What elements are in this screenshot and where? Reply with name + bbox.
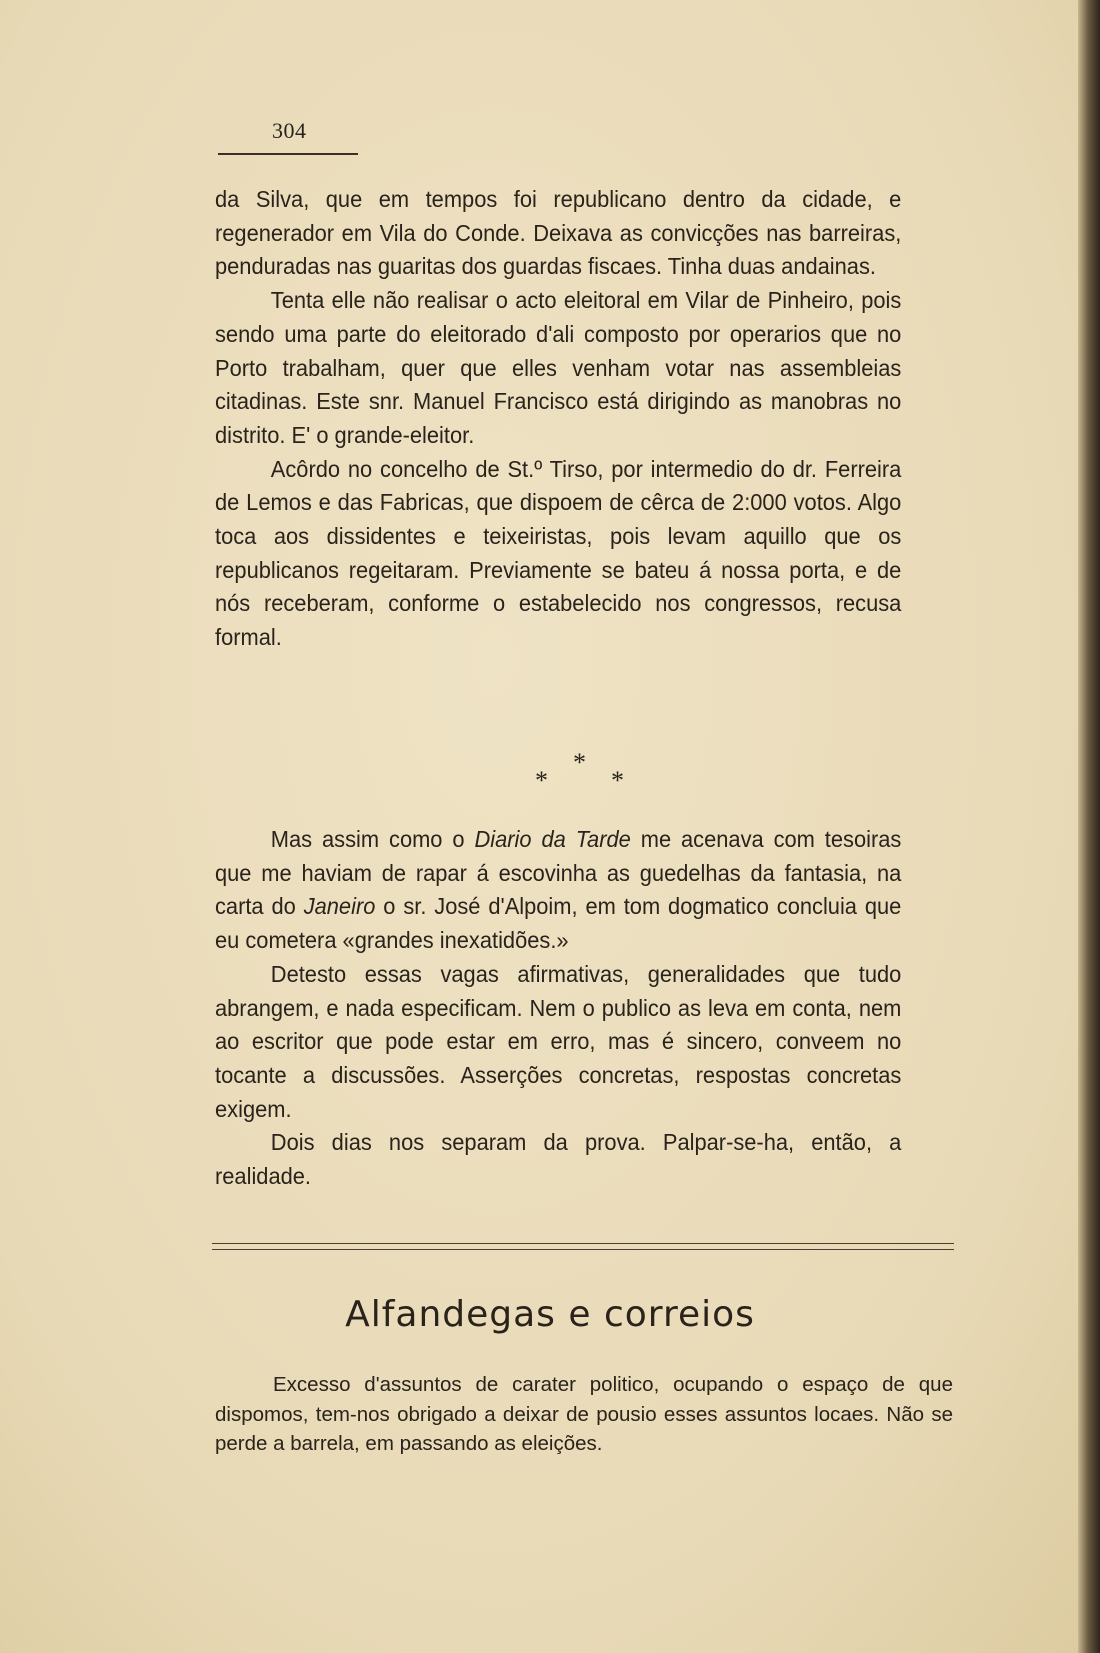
page-number: 304 (272, 118, 307, 143)
paragraph-3: Acôrdo no concelho de St.º Tirso, por intermedio do dr. Ferreira de Lemos e das Fabricas, que dispoem de cêrca de 2:000 votos. Algo toca aos dissidentes e teixeiristas, pois levam aquillo que os republicanos regeitaram. Previamente se bateu á nossa porta, e de nós receberam, conforme o estabelecido nos congressos, recusa formal. (215, 455, 902, 651)
section-1-text (215, 183, 901, 655)
section-note (215, 1370, 953, 1459)
section-divider-rule (212, 1243, 954, 1250)
paragraph-5: Detesto essas vagas afirmativas, generalidades que tudo abrangem, e nada especificam. Nem o publico as leva em conta, nem ao escritor que pode estar em erro, mas é sincero, conveem no tocante a discussões. Asserções concretas, respostas concretas exigem. (215, 960, 902, 1122)
asterism-star-right: * (611, 766, 624, 795)
paragraph-1: da Silva, que em tempos foi republicano dentro da cidade, e regenerador em Vila do Conde. Deixava as convicções nas barreiras, penduradas nas guaritas dos guardas fiscaes. Tinha duas andainas. (215, 186, 902, 280)
p4-italic-janeiro: Janeiro (303, 893, 376, 920)
p4-text-a: Mas assim como o (270, 826, 475, 852)
paragraph-6: Dois dias nos separam da prova. Palpar-se-ha, então, a realidade. (215, 1129, 902, 1190)
section-heading: Alfandegas e correios (345, 1294, 755, 1335)
p4-text-b: me acenava com tesoiras que me haviam de rapar á escovinha as guedelhas da fantasia, na carta do (215, 826, 902, 920)
asterism-divider (535, 748, 635, 808)
paragraph-2: Tenta elle não realisar o acto eleitoral em Vilar de Pinheiro, pois sendo uma parte do eleitorado d'ali composto por operarios que no Porto trabalham, quer que elles venham votar nas assembleias citadinas. Este snr. Manuel Francisco está dirigindo as manobras no distrito. E' o grande-eleitor. (215, 287, 902, 448)
asterism-star-top: * (573, 748, 586, 777)
asterism-star-left: * (535, 766, 548, 795)
p4-italic-diario: Diario da Tarde (474, 826, 631, 852)
book-spine-edge (1078, 0, 1100, 1653)
page-number-rule (218, 153, 358, 155)
paragraph-4 (215, 823, 901, 958)
note-paragraph: Excesso d'assuntos de carater politico, ocupando o espaço de que dispomos, tem-nos obrigado a deixar de pousio esses assuntos locaes. Não se perde a barrela, em passando as eleições. (215, 1373, 953, 1455)
section-2-text (215, 823, 901, 1194)
p4-text-c: o sr. José d'Alpoim, em tom dogmatico concluia que eu cometera «grandes inexatidões.» (215, 893, 902, 954)
